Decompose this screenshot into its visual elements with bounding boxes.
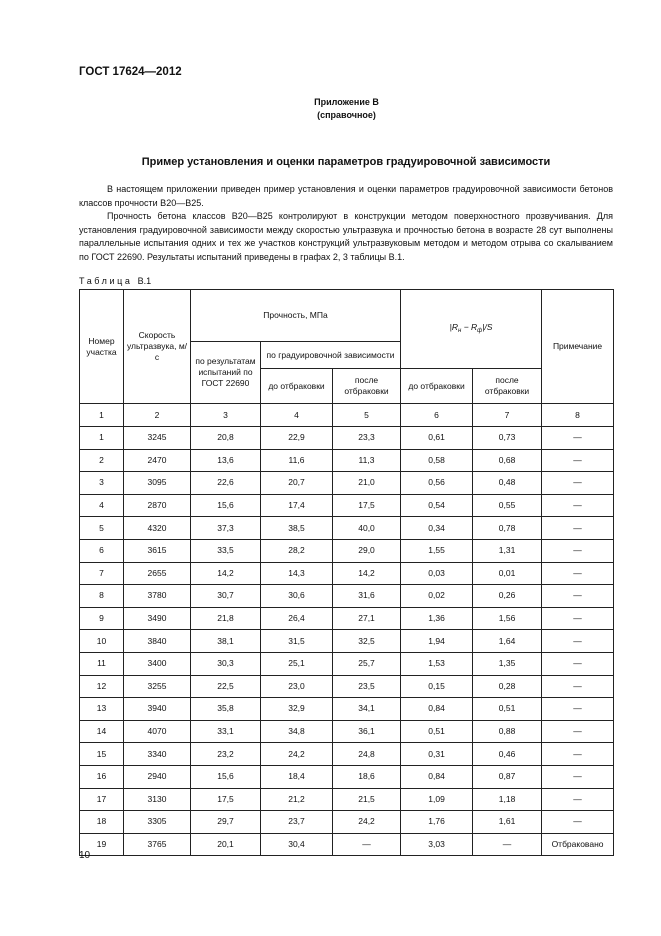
table-cell: 21,8 — [191, 607, 261, 630]
table-cell: 0,34 — [401, 517, 473, 540]
table-cell: 0,15 — [401, 675, 473, 698]
table-cell: 1,18 — [473, 788, 542, 811]
table-cell: 10 — [80, 630, 124, 653]
body-text — [79, 183, 613, 264]
table-cell: 3400 — [124, 652, 191, 675]
table-cell: 1,53 — [401, 652, 473, 675]
table-cell: 0,54 — [401, 494, 473, 517]
table-row — [80, 449, 614, 472]
table-cell: 6 — [80, 539, 124, 562]
table-caption-number: В.1 — [137, 276, 152, 286]
table-cell: — — [473, 833, 542, 856]
table-cell: 3130 — [124, 788, 191, 811]
table-cell: 11,3 — [333, 449, 401, 472]
table-caption — [79, 276, 151, 286]
table-row — [80, 472, 614, 495]
table-caption-word: Таблица — [79, 276, 133, 286]
table-row — [80, 743, 614, 766]
table-cell: 11 — [80, 652, 124, 675]
table-cell: 31,5 — [261, 630, 333, 653]
table-row — [80, 833, 614, 856]
table-row — [80, 517, 614, 540]
table-cell: 0,88 — [473, 720, 542, 743]
table-cell: 0,48 — [473, 472, 542, 495]
table-row — [80, 562, 614, 585]
table-cell: 18,4 — [261, 765, 333, 788]
table-cell: 13,6 — [191, 449, 261, 472]
table-cell: 22,5 — [191, 675, 261, 698]
table-cell: 19 — [80, 833, 124, 856]
table-cell: — — [542, 675, 614, 698]
table-cell: 1,56 — [473, 607, 542, 630]
table-cell: — — [542, 765, 614, 788]
table-cell: 33,1 — [191, 720, 261, 743]
appendix-subtitle: (справочное) — [317, 110, 376, 120]
paragraph: В настоящем приложении приведен пример установления и оценки параметров градуировочной зависимости бетонов классов прочности В20—В25. — [79, 184, 613, 208]
table-cell: — — [542, 652, 614, 675]
table-cell: 30,4 — [261, 833, 333, 856]
table-cell: 3245 — [124, 427, 191, 450]
table-cell: 0,51 — [473, 698, 542, 721]
header-strength: Прочность, МПа — [191, 290, 401, 342]
header-speed: Скорость ультразвука, м/с — [124, 290, 191, 404]
table-cell: — — [333, 833, 401, 856]
table-cell: 30,6 — [261, 585, 333, 608]
header-ratio-before: до отбраковки — [401, 369, 473, 404]
column-number: 2 — [124, 404, 191, 427]
header-ratio-after: после отбраковки — [473, 369, 542, 404]
table-cell: 30,7 — [191, 585, 261, 608]
table-cell: — — [542, 811, 614, 834]
table-cell: 18 — [80, 811, 124, 834]
page-number: 10 — [79, 850, 91, 861]
data-table — [79, 289, 614, 856]
table-cell: 21,5 — [333, 788, 401, 811]
table-cell: 3490 — [124, 607, 191, 630]
table-cell: 23,3 — [333, 427, 401, 450]
table-cell: — — [542, 449, 614, 472]
table-cell: 17 — [80, 788, 124, 811]
table-cell: — — [542, 427, 614, 450]
table-row — [80, 494, 614, 517]
table-cell: 33,5 — [191, 539, 261, 562]
table-cell: 15,6 — [191, 494, 261, 517]
table-cell: 38,1 — [191, 630, 261, 653]
table-cell: 0,31 — [401, 743, 473, 766]
table-cell: 24,2 — [261, 743, 333, 766]
table-cell: 0,01 — [473, 562, 542, 585]
table-cell: 1,61 — [473, 811, 542, 834]
table-cell: 0,46 — [473, 743, 542, 766]
table-cell: 0,58 — [401, 449, 473, 472]
table-cell: 20,8 — [191, 427, 261, 450]
table-cell: 20,1 — [191, 833, 261, 856]
table-cell: 3780 — [124, 585, 191, 608]
table-cell: 3305 — [124, 811, 191, 834]
table-cell: 3095 — [124, 472, 191, 495]
table-cell: 0,73 — [473, 427, 542, 450]
table-cell: 4070 — [124, 720, 191, 743]
appendix-title: Приложение В — [314, 97, 379, 107]
column-number: 1 — [80, 404, 124, 427]
table-cell: 1 — [80, 427, 124, 450]
table-cell: 0,26 — [473, 585, 542, 608]
table-cell: 14,2 — [333, 562, 401, 585]
table-cell: 29,7 — [191, 811, 261, 834]
table-cell: 13 — [80, 698, 124, 721]
table-cell: — — [542, 607, 614, 630]
header-by-gost: по результатам испытаний по ГОСТ 22690 — [191, 342, 261, 404]
table-cell: 2655 — [124, 562, 191, 585]
table-row — [80, 675, 614, 698]
table-cell: 18,6 — [333, 765, 401, 788]
table-cell: 14,3 — [261, 562, 333, 585]
table-cell: 1,64 — [473, 630, 542, 653]
table-cell: 0,78 — [473, 517, 542, 540]
column-number: 6 — [401, 404, 473, 427]
column-number: 5 — [333, 404, 401, 427]
column-number: 4 — [261, 404, 333, 427]
table-cell: 34,8 — [261, 720, 333, 743]
table-cell: 3340 — [124, 743, 191, 766]
appendix-heading — [0, 96, 661, 122]
table-cell: 22,6 — [191, 472, 261, 495]
table-cell: 25,1 — [261, 652, 333, 675]
table-cell: 8 — [80, 585, 124, 608]
table-cell: 34,1 — [333, 698, 401, 721]
table-cell: Отбраковано — [542, 833, 614, 856]
table-cell: 3840 — [124, 630, 191, 653]
table-cell: 20,7 — [261, 472, 333, 495]
table-cell: 1,09 — [401, 788, 473, 811]
table-cell: 0,02 — [401, 585, 473, 608]
table-row — [80, 765, 614, 788]
table-cell: 36,1 — [333, 720, 401, 743]
table-cell: 3615 — [124, 539, 191, 562]
header-note: Примечание — [542, 290, 614, 404]
header-before-reject: до отбраковки — [261, 369, 333, 404]
table-cell: 0,68 — [473, 449, 542, 472]
table-cell: 22,9 — [261, 427, 333, 450]
table-cell: 21,2 — [261, 788, 333, 811]
table-cell: — — [542, 472, 614, 495]
table-cell: 14 — [80, 720, 124, 743]
table-cell: 26,4 — [261, 607, 333, 630]
table-cell: — — [542, 743, 614, 766]
table-cell: 30,3 — [191, 652, 261, 675]
table-cell: 17,5 — [191, 788, 261, 811]
table-row — [80, 585, 614, 608]
table-row — [80, 630, 614, 653]
table-cell: 0,61 — [401, 427, 473, 450]
table-row — [80, 720, 614, 743]
table-row — [80, 698, 614, 721]
table-cell: 29,0 — [333, 539, 401, 562]
table-cell: 14,2 — [191, 562, 261, 585]
table-cell: 38,5 — [261, 517, 333, 540]
table-cell: 9 — [80, 607, 124, 630]
table-cell: 0,03 — [401, 562, 473, 585]
table-row — [80, 427, 614, 450]
table-cell: 3 — [80, 472, 124, 495]
table-cell: — — [542, 494, 614, 517]
table-cell: 1,76 — [401, 811, 473, 834]
table-cell: 3765 — [124, 833, 191, 856]
table-cell: 4320 — [124, 517, 191, 540]
table-row — [80, 607, 614, 630]
table-cell: 37,3 — [191, 517, 261, 540]
table-cell: 32,9 — [261, 698, 333, 721]
table-cell: 24,8 — [333, 743, 401, 766]
table-cell: 1,94 — [401, 630, 473, 653]
table-cell: 17,4 — [261, 494, 333, 517]
table-cell: 2870 — [124, 494, 191, 517]
table-cell: 32,5 — [333, 630, 401, 653]
table-cell: 2940 — [124, 765, 191, 788]
table-cell: — — [542, 720, 614, 743]
table-cell: 11,6 — [261, 449, 333, 472]
table-cell: 27,1 — [333, 607, 401, 630]
table-cell: 1,31 — [473, 539, 542, 562]
table-cell: 0,84 — [401, 698, 473, 721]
table-cell: — — [542, 630, 614, 653]
table-cell: 12 — [80, 675, 124, 698]
table-cell: — — [542, 539, 614, 562]
table-cell: 1,35 — [473, 652, 542, 675]
table-cell: — — [542, 788, 614, 811]
table-cell: 0,28 — [473, 675, 542, 698]
table-cell: 1,55 — [401, 539, 473, 562]
table-cell: 3255 — [124, 675, 191, 698]
table-cell: 3,03 — [401, 833, 473, 856]
table-cell: 3940 — [124, 698, 191, 721]
header-after-reject: после отбраковки — [333, 369, 401, 404]
column-number: 3 — [191, 404, 261, 427]
table-cell: 23,0 — [261, 675, 333, 698]
table-row — [80, 652, 614, 675]
table-cell: 0,56 — [401, 472, 473, 495]
table-cell: 5 — [80, 517, 124, 540]
table-cell: 2 — [80, 449, 124, 472]
column-number: 8 — [542, 404, 614, 427]
table-cell: 15,6 — [191, 765, 261, 788]
column-numbers-row — [80, 404, 614, 427]
table-cell: 16 — [80, 765, 124, 788]
table-cell: 31,6 — [333, 585, 401, 608]
header-area-number: Номер участка — [80, 290, 124, 404]
table-cell: — — [542, 562, 614, 585]
table-cell: 0,84 — [401, 765, 473, 788]
section-title: Пример установления и оценки параметров градуировочной зависимости — [141, 156, 551, 168]
table-cell: 7 — [80, 562, 124, 585]
table-cell: 24,2 — [333, 811, 401, 834]
table-cell: 40,0 — [333, 517, 401, 540]
table-cell: 23,7 — [261, 811, 333, 834]
table-cell: 23,2 — [191, 743, 261, 766]
table-cell: 25,7 — [333, 652, 401, 675]
table-cell: 2470 — [124, 449, 191, 472]
header-ratio: $|R_н - R_ф|/S$ — [401, 290, 542, 369]
table-cell: 4 — [80, 494, 124, 517]
table-row — [80, 539, 614, 562]
table-cell: 15 — [80, 743, 124, 766]
table-cell: 35,8 — [191, 698, 261, 721]
table-cell: 1,36 — [401, 607, 473, 630]
table-cell: 0,55 — [473, 494, 542, 517]
header-by-dependence: по градуировочной зависимости — [261, 342, 401, 369]
table-cell: 17,5 — [333, 494, 401, 517]
standard-header: ГОСТ 17624—2012 — [79, 66, 182, 78]
column-number: 7 — [473, 404, 542, 427]
table-row — [80, 811, 614, 834]
table-cell: 0,51 — [401, 720, 473, 743]
table-cell: 23,5 — [333, 675, 401, 698]
paragraph: Прочность бетона классов В20—В25 контролируют в конструкции методом поверхностного прозвучивания. Для установления градуировочной зависимости между скоростью ультразвука и прочностью бетона в возрасте 28 сут выполнены параллельные испытания одних и тех же участков конструкций ультразвуковым методом и методом отрыва со скалыванием по ГОСТ 22690. Результаты испытаний приведены в графах 2, 3 таблицы В.1. — [79, 211, 613, 262]
table-cell: — — [542, 585, 614, 608]
table-row — [80, 788, 614, 811]
table-cell: — — [542, 698, 614, 721]
table-cell: — — [542, 517, 614, 540]
table-cell: 28,2 — [261, 539, 333, 562]
table-cell: 0,87 — [473, 765, 542, 788]
table-cell: 21,0 — [333, 472, 401, 495]
